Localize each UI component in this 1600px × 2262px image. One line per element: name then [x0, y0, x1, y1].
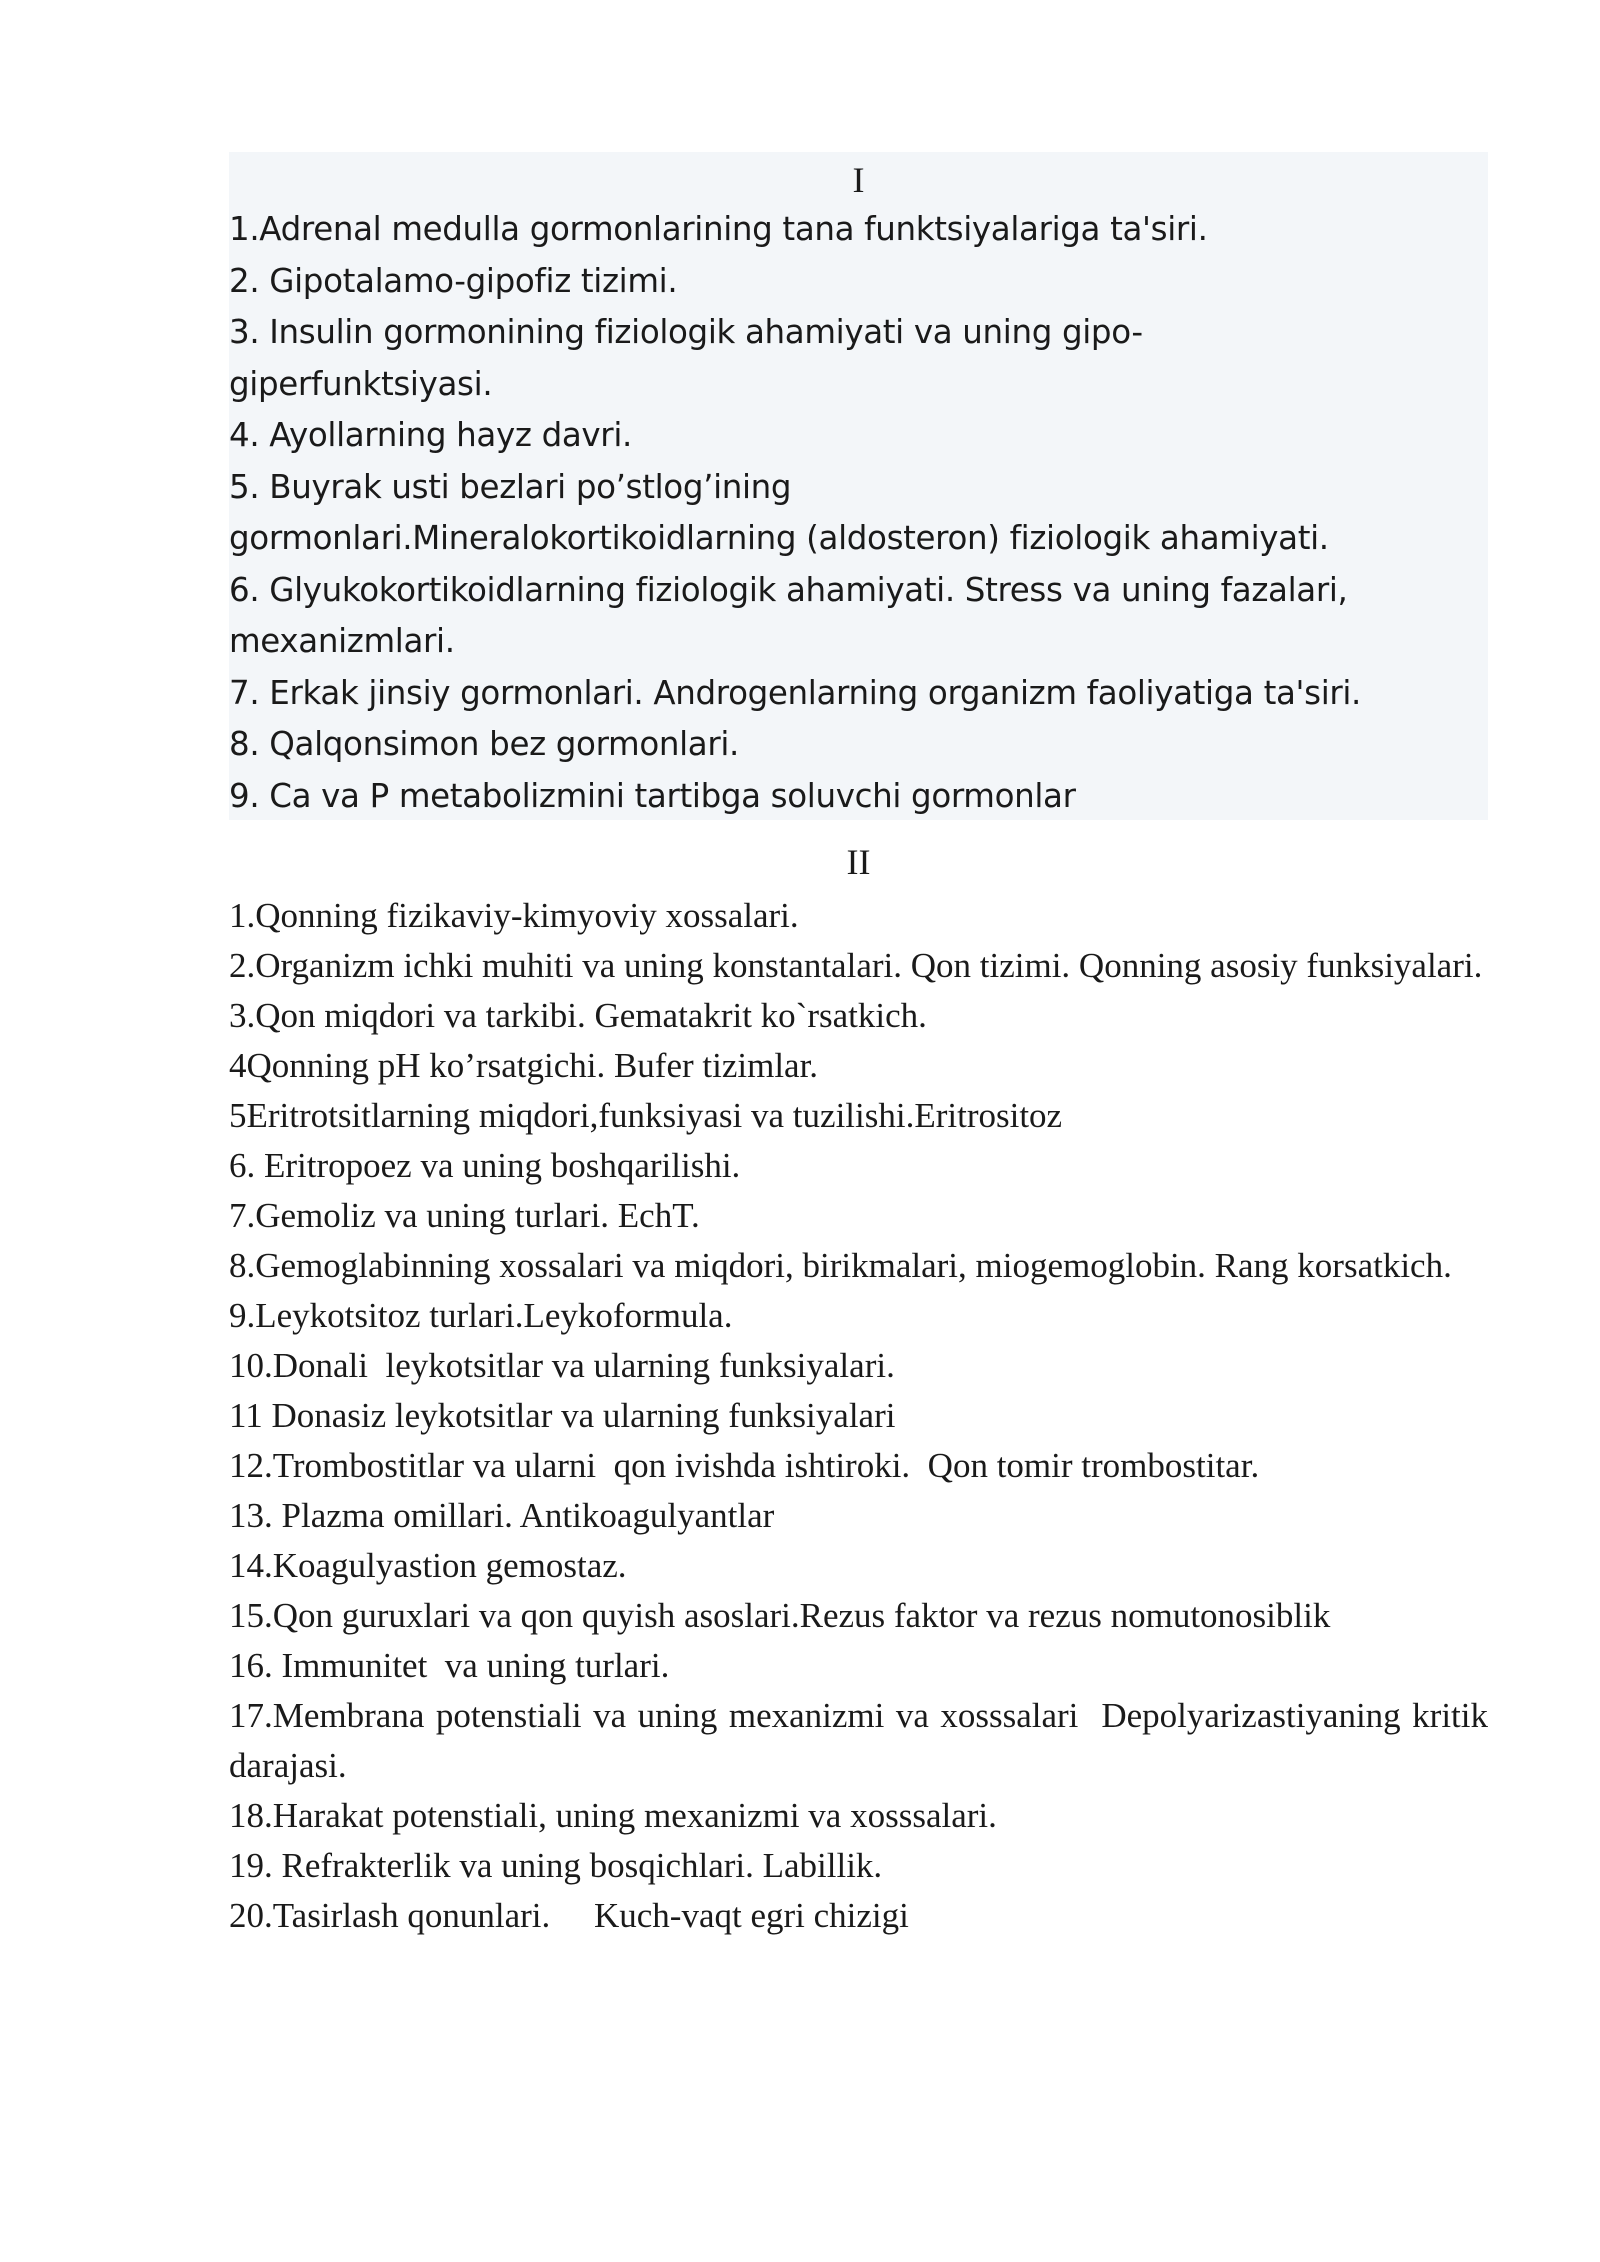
list-item: 10.Donali leykotsitlar va ularning funksiyalari. — [229, 1346, 895, 1385]
list-item: 3.Qon miqdori va tarkibi. Gematakrit ko`rsatkich. — [229, 996, 927, 1035]
list-item: 18.Harakat potenstiali, uning mexanizmi va xosssalari. — [229, 1796, 997, 1835]
list-item: 8.Gemoglabinning xossalari va miqdori, birikmalari, miogemoglobin. Rang korsatkich. — [229, 1246, 1452, 1285]
list-item: 8. Qalqonsimon bez gormonlari. — [229, 725, 740, 763]
list-item: 7.Gemoliz va uning turlari. EchT. — [229, 1196, 700, 1235]
list-item: 5. Buyrak usti bezlari po’stlog’ining gormonlari.Mineralokortikoidlarning (aldosteron) fiziologik ahamiyati. — [229, 467, 1329, 557]
list-item: 6. Glyukokortikoidlarning fiziologik ahamiyati. Stress va uning fazalari, mexanizmlari. — [229, 570, 1348, 660]
list-item: 17.Membrana potenstiali va uning mexanizmi va xosssalari Depolyarizastiyaning kritik darajasi. — [229, 1696, 1497, 1785]
list-item: 14.Koagulyastion gemostaz. — [229, 1546, 627, 1585]
list-item: 2. Gipotalamo-gipofiz tizimi. — [229, 261, 678, 300]
list-item: 5Eritrotsitlarning miqdori,funksiyasi va tuzilishi.Eritrositoz — [229, 1096, 1063, 1135]
list-item: 20.Tasirlash qonunlari. Kuch-vaqt egri chizigi — [229, 1896, 909, 1935]
list-item: 9.Leykotsitoz turlari.Leykoformula. — [229, 1296, 733, 1335]
section-two-heading: II — [846, 842, 871, 882]
section-one-heading: I — [852, 160, 865, 200]
section-two-list — [229, 891, 1497, 1941]
list-item: 7. Erkak jinsiy gormonlari. Androgenlarning organizm faoliyatiga ta'siri. — [229, 673, 1362, 712]
section-one-list — [229, 204, 1491, 822]
list-item: 12.Trombostitlar va ularni qon ivishda ishtiroki. Qon tomir trombostitar. — [229, 1446, 1260, 1485]
list-item: 3. Insulin gormonining fiziologik ahamiyati va uning gipo- giperfunktsiyasi. — [229, 313, 1143, 403]
list-item: 4Qonning pH ko’rsatgichi. Bufer tizimlar. — [229, 1046, 819, 1085]
list-item: 16. Immunitet va uning turlari. — [229, 1646, 670, 1685]
list-item: 19. Refrakterlik va uning bosqichlari. Labillik. — [229, 1846, 883, 1885]
list-item: 4. Ayollarning hayz davri. — [229, 416, 632, 454]
list-item: 1.Qonning fizikaviy-kimyoviy xossalari. — [229, 896, 799, 935]
list-item: 6. Eritropoez va uning boshqarilishi. — [229, 1146, 741, 1185]
list-item: 9. Ca va P metabolizmini tartibga soluvchi gormonlar — [229, 776, 1076, 815]
list-item: 1.Adrenal medulla gormonlarining tana funktsiyalariga ta'siri. — [229, 210, 1208, 248]
list-item: 2.Organizm ichki muhiti va uning konstantalari. Qon tizimi. Qonning asosiy funksiyalari. — [229, 946, 1483, 985]
list-item: 11 Donasiz leykotsitlar va ularning funksiyalari — [229, 1396, 896, 1435]
list-item: 15.Qon guruxlari va qon quyish asoslari.Rezus faktor va rezus nomutonosiblik — [229, 1596, 1331, 1635]
list-item: 13. Plazma omillari. Antikoagulyantlar — [229, 1496, 775, 1535]
